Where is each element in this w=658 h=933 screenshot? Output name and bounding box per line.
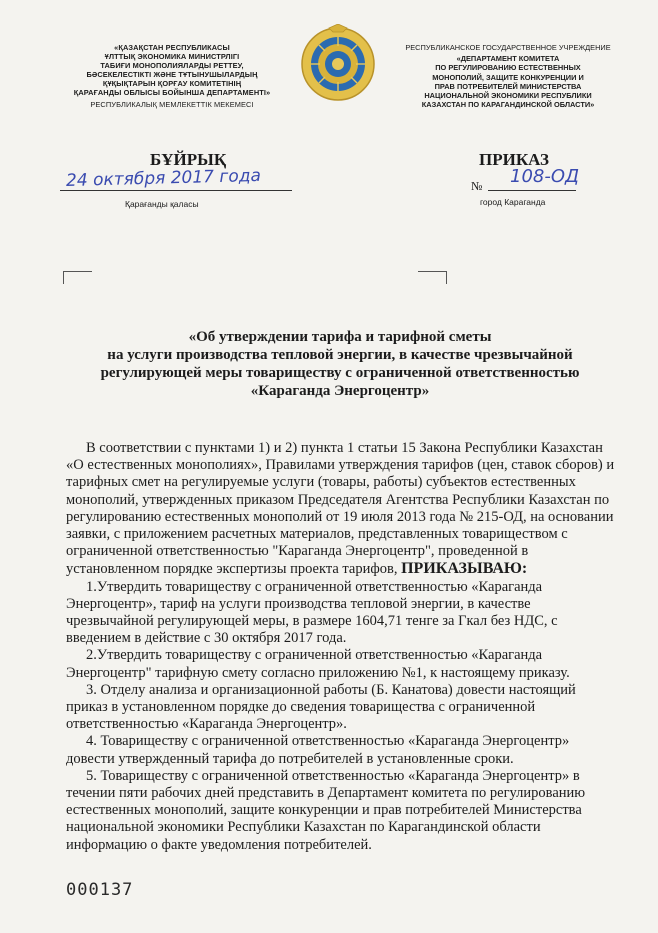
header-left-subtitle: РЕСПУБЛИКАЛЫҚ МЕМЛЕКЕТТІК МЕКЕМЕСІ	[90, 100, 254, 109]
state-emblem-icon	[299, 24, 377, 104]
handwritten-date: 24 октября 2017 года	[65, 165, 262, 192]
body-line: Энергоцентр" тарифную смету согласно приложению №1, к настоящему приказу.	[66, 664, 570, 681]
body-line: 2.Утвердить товариществу с ограниченной ответственностью «Караганда	[86, 647, 543, 664]
body-line: монополий, утвержденных приказом Председателя Агентства Республики Казахстан по	[66, 491, 610, 508]
header-right-line: НАЦИОНАЛЬНОЙ ЭКОНОМИКИ РЕСПУБЛИКИ	[424, 91, 592, 101]
header-right-line: ПО РЕГУЛИРОВАНИЮ ЕСТЕСТВЕННЫХ	[435, 63, 581, 73]
date-underline	[60, 190, 292, 191]
body-line: 4. Товариществу с ограниченной ответственностью «Караганда Энергоцентр»	[86, 733, 570, 750]
body-line: установленном порядке экспертизы проекта тарифов,	[66, 561, 398, 578]
body-line: 3. Отделу анализа и организационной работы (Б. Канатова) довести настоящий	[86, 681, 576, 698]
body-line: течении пяти рабочих дней представить в Департамент комитета по регулированию	[66, 785, 586, 802]
number-underline	[488, 190, 576, 191]
body-line: национальной экономики Республики Казахстан по Карагандинской области	[66, 819, 541, 836]
order-title-ru: ПРИКАЗ	[479, 150, 549, 169]
serial-number: 000137	[66, 880, 134, 900]
body-line: 5. Товариществу с ограниченной ответственностью «Караганда Энергоцентр» в	[86, 767, 580, 784]
header-right-ru	[392, 43, 624, 109]
corner-mark-left	[63, 271, 92, 284]
body-line: «О естественных монополиях», Правилами утверждения тарифов (цен, ставок сборов) и	[66, 457, 615, 474]
title-line: «Караганда Энергоцентр»	[250, 383, 430, 399]
header-left-line: ҚАРАҒАНДЫ ОБЛЫСЫ БОЙЫНША ДЕПАРТАМЕНТІ»	[73, 88, 271, 97]
body-line: ограниченной ответственностью "Караганда Энергоцентр", проведенной в	[66, 543, 529, 560]
title-line: «Об утверждении тарифа и тарифной сметы	[188, 329, 492, 345]
body-line: довести утвержденный тарифа до потребителей в установленные сроки.	[66, 750, 514, 767]
body-line: приказ в установленном порядке до сведения товарищества с ограниченной	[66, 699, 536, 716]
body-line-with-command	[66, 560, 632, 578]
body-line: Энергоцентр», тариф на услуги производства тепловой энергии, в качестве	[66, 595, 531, 612]
city-kz: Қарағанды қаласы	[125, 199, 199, 209]
header-right-line: МОНОПОЛИЙ, ЗАЩИТЕ КОНКУРЕНЦИИ И	[432, 72, 584, 82]
header-right-line: КАЗАХСТАН ПО КАРАГАНДИНСКОЙ ОБЛАСТИ»	[421, 100, 595, 110]
command-word: ПРИКАЗЫВАЮ:	[401, 560, 528, 578]
document-body	[66, 440, 632, 854]
header-left-line: БӘСЕКЕЛЕСТІКТІ ЖӘНЕ ТҰТЫНУШЫЛАРДЫҢ	[86, 70, 258, 79]
body-line: естественных монополий, защите конкуренции и прав потребителей Министерства	[66, 802, 582, 819]
handwritten-number: 108-ОД	[510, 166, 580, 187]
header-right-line: РЕСПУБЛИКАНСКОЕ ГОСУДАРСТВЕННОЕ УЧРЕЖДЕНИЕ	[405, 43, 611, 52]
header-left-line: ТАБИҒИ МОНОПОЛИЯЛАРДЫ РЕТТЕУ,	[100, 61, 244, 70]
body-line: 1.Утвердить товариществу с ограниченной ответственностью «Караганда	[86, 578, 543, 595]
title-line: регулирующей меры товариществу с ограниченной ответственностью	[100, 365, 580, 381]
header-left-line: ҚҰҚЫҚТАРЫН ҚОРҒАУ КОМИТЕТІНІҢ	[102, 79, 242, 88]
corner-mark-right	[418, 271, 447, 284]
header-right-line: «ДЕПАРТАМЕНТ КОМИТЕТА	[456, 54, 560, 64]
city-ru: город Караганда	[480, 197, 546, 207]
body-line: введением в действие с 30 октября 2017 года.	[66, 630, 347, 647]
number-sign: №	[471, 179, 483, 193]
body-line: чрезвычайной регулирующей меры, в размере 1604,71 тенге за Гкал без НДС, с	[66, 613, 558, 630]
body-line: тарифных смет на регулируемые услуги (товары, работы) субъектов естественных	[66, 474, 576, 491]
body-line: регулированию естественных монополий от 19 июля 2013 года № 215-ОД, на основании	[66, 508, 614, 525]
body-line: заявки, с приложением расчетных материалов, представленных товариществом с	[66, 526, 568, 543]
order-title-kz: БҰЙРЫҚ	[150, 150, 227, 169]
header-left-line: ҰЛТТЫҚ ЭКОНОМИКА МИНИСТРЛІГІ	[104, 52, 240, 61]
header-right-line: ПРАВ ПОТРЕБИТЕЛЕЙ МИНИСТЕРСТВА	[434, 81, 582, 91]
document-title	[60, 328, 620, 400]
body-line: ответственностью «Караганда Энергоцентр».	[66, 716, 347, 733]
title-line: на услуги производства тепловой энергии, в качестве чрезвычайной	[107, 347, 573, 363]
header-left-line: «ҚАЗАҚСТАН РЕСПУБЛИКАСЫ	[114, 43, 230, 52]
header-left-kz	[62, 43, 282, 109]
body-line: В соответствии с пунктами 1) и 2) пункта 1 статьи 15 Закона Республики Казахстан	[86, 440, 603, 456]
body-line: информацию о факте уведомления потребителей.	[66, 836, 372, 853]
